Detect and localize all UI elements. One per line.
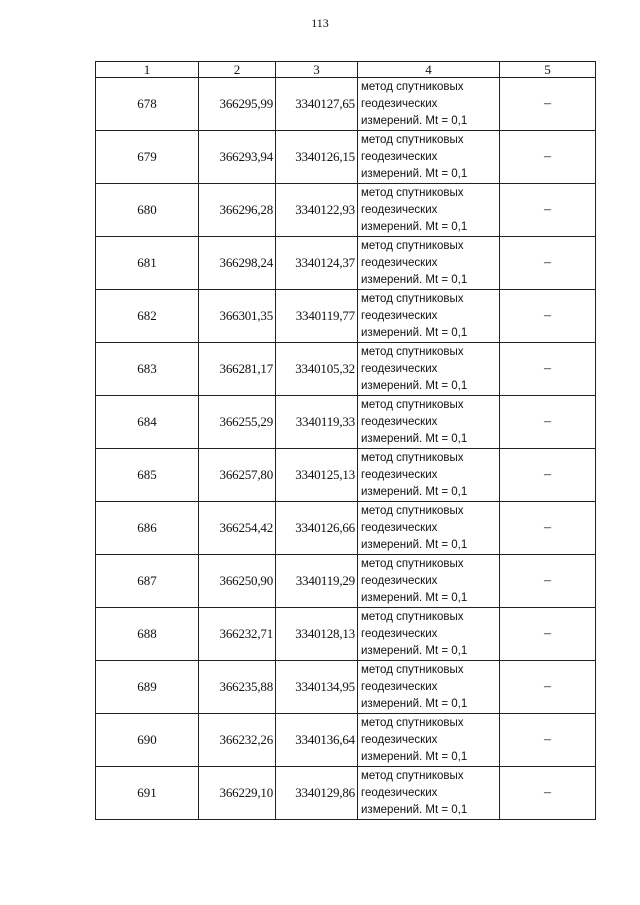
table-row: [96, 661, 596, 714]
y-coordinate-cell: 3340134,95: [276, 661, 358, 714]
method-cell: метод спутниковых геодезических измерений. Mt = 0,1: [358, 237, 500, 290]
table-body: [96, 78, 596, 820]
point-number-cell: 688: [96, 608, 199, 661]
y-coordinate-cell: 3340129,86: [276, 767, 358, 820]
x-coordinate-cell: 366298,24: [199, 237, 276, 290]
x-coordinate-cell: 366229,10: [199, 767, 276, 820]
y-coordinate-cell: 3340119,29: [276, 555, 358, 608]
point-number-cell: 685: [96, 449, 199, 502]
point-number-cell: 679: [96, 131, 199, 184]
y-coordinate-cell: 3340126,66: [276, 502, 358, 555]
note-cell: –: [500, 237, 596, 290]
method-cell: метод спутниковых геодезических измерений. Mt = 0,1: [358, 714, 500, 767]
method-cell: метод спутниковых геодезических измерений. Mt = 0,1: [358, 78, 500, 131]
point-number-cell: 678: [96, 78, 199, 131]
y-coordinate-cell: 3340125,13: [276, 449, 358, 502]
method-cell: метод спутниковых геодезических измерений. Mt = 0,1: [358, 396, 500, 449]
note-cell: –: [500, 714, 596, 767]
x-coordinate-cell: 366295,99: [199, 78, 276, 131]
table-row: [96, 343, 596, 396]
method-cell: метод спутниковых геодезических измерений. Mt = 0,1: [358, 555, 500, 608]
y-coordinate-cell: 3340136,64: [276, 714, 358, 767]
x-coordinate-cell: 366281,17: [199, 343, 276, 396]
point-number-cell: 690: [96, 714, 199, 767]
point-number-cell: 684: [96, 396, 199, 449]
point-number-cell: 682: [96, 290, 199, 343]
point-number-cell: 680: [96, 184, 199, 237]
table-row: [96, 555, 596, 608]
page-number: 113: [311, 16, 329, 30]
note-cell: –: [500, 184, 596, 237]
x-coordinate-cell: 366254,42: [199, 502, 276, 555]
x-coordinate-cell: 366301,35: [199, 290, 276, 343]
table-row: [96, 396, 596, 449]
table-row: [96, 184, 596, 237]
table-row: [96, 608, 596, 661]
y-coordinate-cell: 3340119,77: [276, 290, 358, 343]
note-cell: –: [500, 555, 596, 608]
note-cell: –: [500, 290, 596, 343]
table-row: [96, 767, 596, 820]
table-row: [96, 237, 596, 290]
column-header-2: 2: [199, 62, 276, 78]
note-cell: –: [500, 449, 596, 502]
note-cell: –: [500, 502, 596, 555]
column-header-1: 1: [96, 62, 199, 78]
note-cell: –: [500, 661, 596, 714]
x-coordinate-cell: 366257,80: [199, 449, 276, 502]
note-cell: –: [500, 78, 596, 131]
table-header: [96, 62, 596, 78]
table-row: [96, 714, 596, 767]
y-coordinate-cell: 3340105,32: [276, 343, 358, 396]
method-cell: метод спутниковых геодезических измерений. Mt = 0,1: [358, 449, 500, 502]
column-header-3: 3: [276, 62, 358, 78]
y-coordinate-cell: 3340124,37: [276, 237, 358, 290]
column-header-4: 4: [358, 62, 500, 78]
note-cell: –: [500, 343, 596, 396]
coordinates-table: [95, 61, 596, 820]
note-cell: –: [500, 767, 596, 820]
table-row: [96, 502, 596, 555]
table-row: [96, 131, 596, 184]
note-cell: –: [500, 131, 596, 184]
point-number-cell: 691: [96, 767, 199, 820]
table-row: [96, 449, 596, 502]
point-number-cell: 683: [96, 343, 199, 396]
method-cell: метод спутниковых геодезических измерений. Mt = 0,1: [358, 661, 500, 714]
x-coordinate-cell: 366293,94: [199, 131, 276, 184]
column-header-5: 5: [500, 62, 596, 78]
point-number-cell: 689: [96, 661, 199, 714]
header-row: [96, 62, 596, 78]
method-cell: метод спутниковых геодезических измерений. Mt = 0,1: [358, 608, 500, 661]
y-coordinate-cell: 3340127,65: [276, 78, 358, 131]
point-number-cell: 681: [96, 237, 199, 290]
note-cell: –: [500, 608, 596, 661]
table-row: [96, 78, 596, 131]
x-coordinate-cell: 366250,90: [199, 555, 276, 608]
x-coordinate-cell: 366296,28: [199, 184, 276, 237]
x-coordinate-cell: 366232,71: [199, 608, 276, 661]
method-cell: метод спутниковых геодезических измерений. Mt = 0,1: [358, 767, 500, 820]
y-coordinate-cell: 3340128,13: [276, 608, 358, 661]
point-number-cell: 687: [96, 555, 199, 608]
method-cell: метод спутниковых геодезических измерений. Mt = 0,1: [358, 131, 500, 184]
y-coordinate-cell: 3340126,15: [276, 131, 358, 184]
y-coordinate-cell: 3340119,33: [276, 396, 358, 449]
table-row: [96, 290, 596, 343]
method-cell: метод спутниковых геодезических измерений. Mt = 0,1: [358, 184, 500, 237]
method-cell: метод спутниковых геодезических измерений. Mt = 0,1: [358, 290, 500, 343]
x-coordinate-cell: 366232,26: [199, 714, 276, 767]
y-coordinate-cell: 3340122,93: [276, 184, 358, 237]
x-coordinate-cell: 366235,88: [199, 661, 276, 714]
method-cell: метод спутниковых геодезических измерений. Mt = 0,1: [358, 502, 500, 555]
method-cell: метод спутниковых геодезических измерений. Mt = 0,1: [358, 343, 500, 396]
x-coordinate-cell: 366255,29: [199, 396, 276, 449]
note-cell: –: [500, 396, 596, 449]
point-number-cell: 686: [96, 502, 199, 555]
